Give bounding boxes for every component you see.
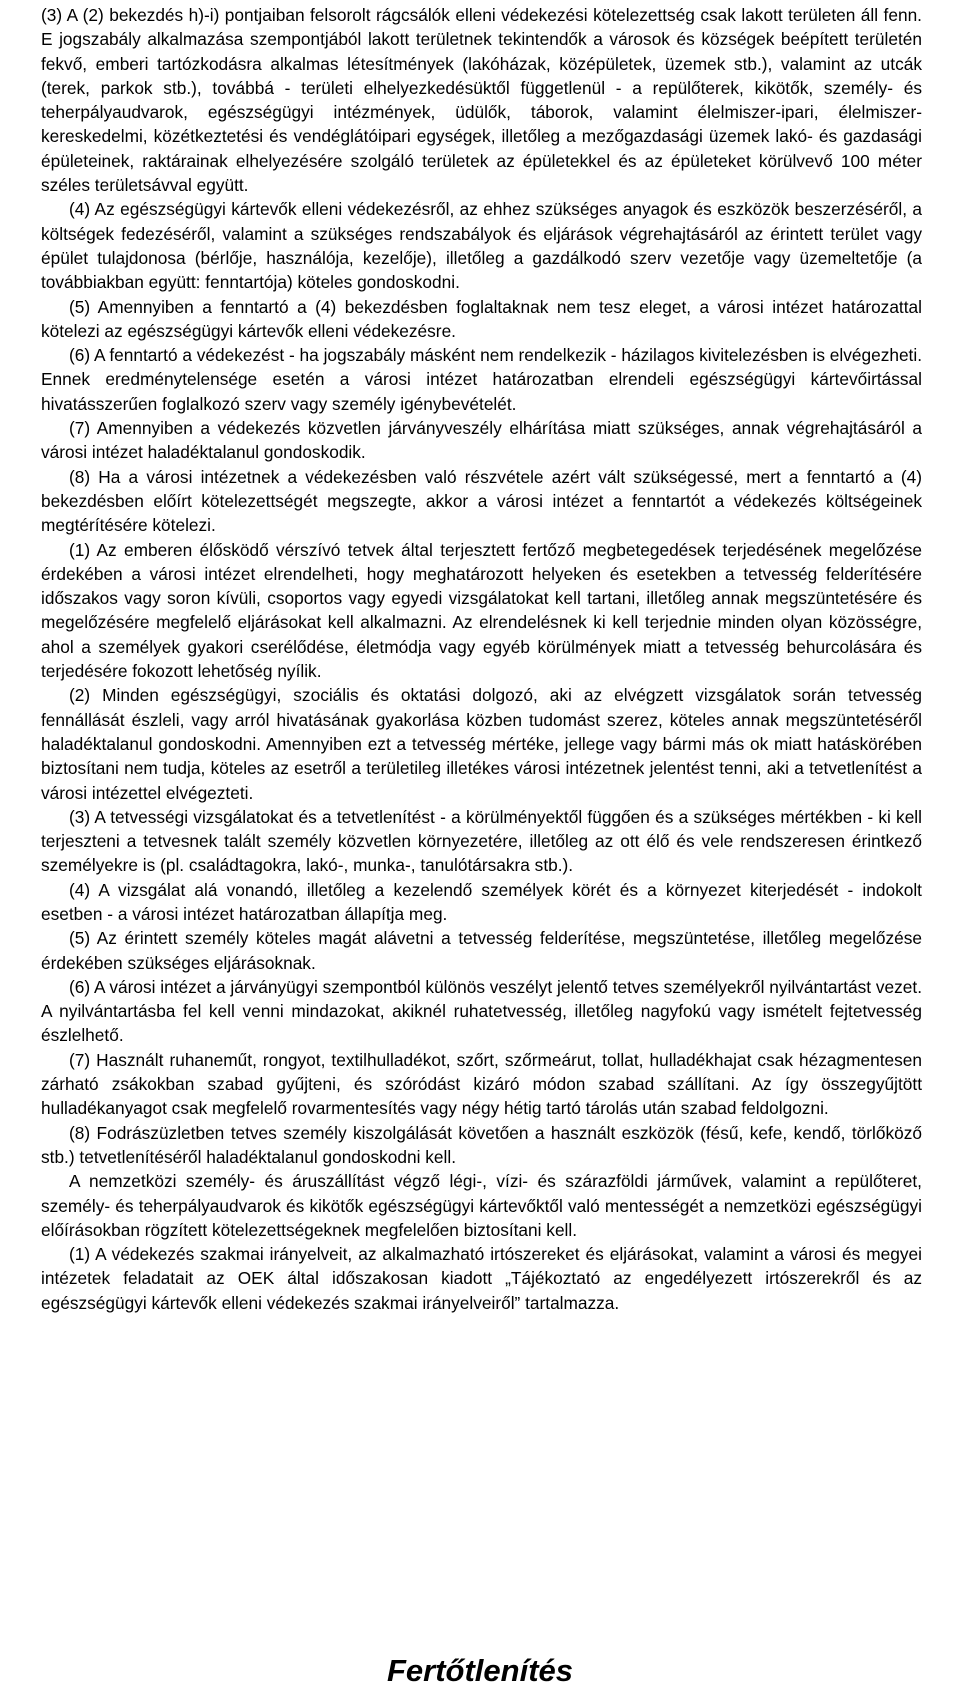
paragraph-lice-7: (7) Használt ruhaneműt, rongyot, textilhulladékot, szőrt, szőrmeárut, tollat, hulladékhajat csak hézagmentesen zárható zsákokban szabad gyűjteni, és szóródást kizáró módon szabad szállítani. Az így összegyűjtött hulladékanyagot csak megfelelő rovarmentesítés vagy négy hétig tartó tárolás után szabad feldolgozni. — [41, 1049, 922, 1119]
paragraph-6-self-execution: (6) A fenntartó a védekezést - ha jogszabály másként nem rendelkezik - házilagos kivitelezésben is elvégezheti. Ennek eredménytelensége esetén a városi intézet határozatban elrendeli egészségügyi kártevőirtással hivatásszerűen foglalkozó szerv vagy személy igénybevételét. — [41, 345, 922, 414]
paragraph-8-costs: (8) Ha a városi intézetnek a védekezésben való részvétele azért vált szükségessé, mert a fenntartó a (4) bekezdésben előírt kötelezettségét megszegte, akkor a városi intézet a fenntartót a védekezés költségeinek megtérítésére kötelezi. — [41, 466, 922, 536]
paragraph-international-transport: A nemzetközi személy- és áruszállítást végző légi-, vízi- és szárazföldi járművek, valamint a repülőteret, személy- és teherpályaudvarok és kikötők egészségügyi kártevőktől való mentességét a nemzetközi egészségügyi előírásokban rögzített kötelezettségeknek megfelelően biztosítani kell. — [41, 1171, 922, 1240]
paragraph-4-pest-control-duty: (4) Az egészségügyi kártevők elleni védekezésről, az ehhez szükséges anyagok és eszközök beszerzéséről, a költségek fedezéséről, valamint a szükséges rendszabályok és eljárások végrehajtásáról az érintett terület vagy épület tulajdonosa (bérlője, használója, kezelője), illetőleg a gazdálkodó szerv vezetője vagy üzemeltetője (a továbbiakban együtt: fenntartója) köteles gondoskodni. — [41, 199, 922, 293]
paragraph-lice-2: (2) Minden egészségügyi, szociális és oktatási dolgozó, aki az elvégzett vizsgálatok során tetvesség fennállását észleli, vagy arról hivatásának gyakorlása közben tudomást szerez, köteles annak megszüntetéséről haladéktalanul gondoskodni. Amennyiben ezt a tetvesség mértéke, jellege vagy bármi más ok miatt hatáskörében biztosítani nem tudja, köteles az esetről a területileg illetékes városi intézetnek jelentést tenni, aki a tetvetlenítést a városi intézettel elvégezteti. — [41, 685, 922, 803]
paragraph-3-rodent-control: (3) A (2) bekezdés h)-i) pontjaiban felsorolt rágcsálók elleni védekezési kötelezettség csak lakott területen áll fenn. E jogszabály alkalmazása szempontjából lakott területnek tekintendők a városok és községek beépített területén fekvő, emberi tartózkodásra alkalmas létesítmények (lakóházak, középületek, üzemek stb.), valamint az utcák (terek, parkok stb.), továbbá - területi elhelyezkedésüktől függetlenül - a repülőterek, kikötők, személy- és teherpályaudvarok, egészségügyi intézmények, üdülők, táborok, valamint élelmiszer-ipari, élelmiszer-kereskedelmi, közétkeztetési és vendéglátóipari egységek, illetőleg a mezőgazdasági üzemek lakó- és gazdasági épületeinek, raktárainak elhelyezésére szolgáló területek az épületekkel és az épületeket körülvevő 100 méter széles területsávval együtt. — [41, 5, 922, 196]
paragraph-lice-1: (1) Az emberen élősködő vérszívó tetvek által terjesztett fertőző megbetegedések terjedésének megelőzése érdekében a városi intézet elrendelheti, hogy meghatározott helyeken és esetekben a tetvesség felderítésére időszakos vagy soron kívüli, csoportos vagy egyedi vizsgálatokat kell tartani, illetőleg annak megszüntetésére és megelőzésére megfelelő eljárásokat kell alkalmazni. Az elrendelésnek ki kell terjednie minden olyan közösségre, ahol a személyek gyakori cserélődése, életmódja vagy egyéb körülmények miatt a tetvesség behurcolására és terjedésére fokozott lehetőség nyílik. — [41, 539, 922, 682]
paragraph-lice-3: (3) A tetvességi vizsgálatokat és a tetvetlenítést - a körülményektől függően és a szükséges mértékben - ki kell terjeszteni a tetvesnek talált személy közvetlen környezetére, illetőleg az ott élő és vele rendszeresen érintkező személyekre is (pl. családtagokra, lakó-, munka-, tanulótársakra stb.). — [41, 806, 922, 876]
paragraph-lice-6: (6) A városi intézet a járványügyi szempontból különös veszélyt jelentő tetves személyekről nyilvántartást vezet. A nyilvántartásba fel kell venni mindazokat, akiknél ruhatetvesség, illetőleg nagyfokú vagy ismételt fejtetvesség észlelhető. — [41, 976, 922, 1046]
paragraph-7-epidemic: (7) Amennyiben a védekezés közvetlen járványveszély elhárítása miatt szükséges, annak végrehajtásáról a városi intézet haladéktalanul gondoskodik. — [41, 418, 922, 463]
paragraph-guidelines: (1) A védekezés szakmai irányelveit, az alkalmazható irtószereket és eljárásokat, valamint a városi és megyei intézetek feladatait az OEK által időszakosan kiadott „Tájékoztató az engedélyezett irtószerekről és az egészségügyi kártevők elleni védekezés szakmai irányelveiről” tartalmazza. — [41, 1244, 922, 1313]
paragraph-lice-8: (8) Fodrászüzletben tetves személy kiszolgálását követően a használt eszközök (fésű, kefe, kendő, törlőköző stb.) tetvetlenítéséről haladéktalanul gondoskodni kell. — [41, 1122, 922, 1167]
paragraph-5-obligation: (5) Amennyiben a fenntartó a (4) bekezdésben foglaltaknak nem tesz eleget, a városi intézet határozattal kötelezi az egészségügyi kártevők elleni védekezésre. — [41, 296, 922, 341]
paragraph-lice-4: (4) A vizsgálat alá vonandó, illetőleg a kezelendő személyek körét és a környezet kiterjedését - indokolt esetben - a városi intézet határozatban állapítja meg. — [41, 879, 922, 924]
section-heading: Fertőtlenítés — [386, 1653, 574, 1688]
paragraph-lice-5: (5) Az érintett személy köteles magát alávetni a tetvesség felderítése, megszüntetése, illetőleg megelőzése érdekében szükséges eljárásoknak. — [41, 928, 922, 973]
document-body — [41, 0, 922, 1315]
